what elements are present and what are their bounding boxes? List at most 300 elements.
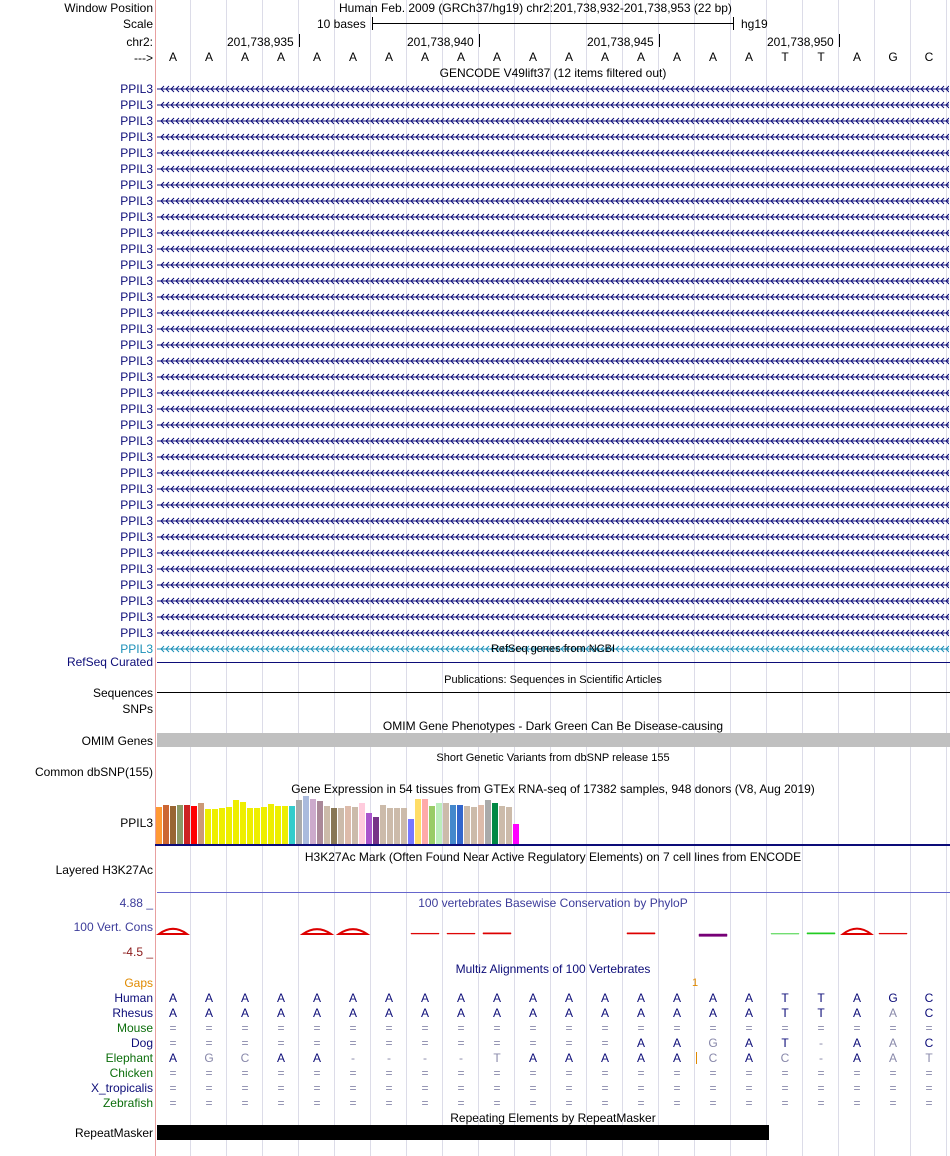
base-grid-line	[262, 0, 263, 1156]
gtex-tissue-bar[interactable]	[464, 806, 470, 844]
refseq-line[interactable]	[157, 662, 950, 663]
multiz-aligned-base: =	[781, 1066, 789, 1080]
position-tick-2: 201,738,940	[407, 35, 474, 49]
gencode-transcript-label[interactable]: PPIL3	[120, 354, 153, 368]
multiz-aligned-base: =	[313, 1081, 321, 1095]
multiz-aligned-base: -	[459, 1051, 463, 1065]
base-grid-line	[550, 0, 551, 1156]
multiz-aligned-base: =	[673, 1081, 681, 1095]
multiz-aligned-base: =	[529, 1021, 537, 1035]
publications-track-title[interactable]: Publications: Sequences in Scientific Articles	[444, 674, 662, 686]
multiz-species-label[interactable]: Dog	[130, 1036, 153, 1050]
multiz-aligned-base: A	[168, 1051, 177, 1065]
gtex-tissue-bar[interactable]	[513, 824, 519, 844]
position-tick-1: 201,738,935	[227, 35, 294, 49]
gencode-transcript-label[interactable]: PPIL3	[120, 98, 153, 112]
gtex-tissue-bar[interactable]	[345, 806, 351, 844]
multiz-aligned-base: A	[276, 991, 285, 1005]
gencode-transcript-label[interactable]: PPIL3	[120, 386, 153, 400]
multiz-aligned-base: =	[169, 1081, 177, 1095]
multiz-aligned-base: =	[673, 1066, 681, 1080]
position-tick-mark	[299, 34, 300, 47]
multiz-species-label[interactable]: Elephant	[105, 1051, 153, 1065]
gencode-transcript-label[interactable]: PPIL3	[120, 498, 153, 512]
phylop-max-label: 4.88 _	[119, 896, 153, 910]
gtex-tissue-bar[interactable]	[492, 803, 498, 844]
gtex-tissue-bar[interactable]	[401, 808, 407, 844]
multiz-aligned-base: =	[385, 1066, 393, 1080]
reference-base: A	[492, 50, 501, 64]
multiz-aligned-base: =	[745, 1081, 753, 1095]
gencode-transcript-label[interactable]: PPIL3	[120, 418, 153, 432]
gtex-track-title[interactable]: Gene Expression in 54 tissues from GTEx RNA-seq of 17382 samples, 948 donors (V8, Aug 2019)	[291, 782, 815, 796]
gencode-transcript-label[interactable]: PPIL3	[120, 178, 153, 192]
multiz-track-title[interactable]: Multiz Alignments of 100 Vertebrates	[455, 962, 651, 976]
scale-bar	[372, 23, 733, 24]
gtex-tissue-bar[interactable]	[478, 805, 484, 844]
multiz-aligned-base: A	[528, 991, 537, 1005]
gtex-tissue-bar[interactable]	[240, 802, 246, 844]
gencode-transcript-intron[interactable]	[157, 549, 949, 557]
gencode-transcript-label[interactable]: PPIL3	[120, 210, 153, 224]
gencode-transcript-intron[interactable]	[157, 229, 949, 237]
gencode-transcript-intron[interactable]	[157, 453, 949, 461]
base-grid-line	[622, 0, 623, 1156]
gtex-tissue-bar[interactable]	[429, 806, 435, 844]
multiz-aligned-base: =	[853, 1021, 861, 1035]
gencode-transcript-intron[interactable]	[157, 597, 949, 605]
gtex-tissue-bar[interactable]	[380, 805, 386, 844]
multiz-aligned-base: =	[565, 1096, 573, 1110]
gencode-transcript-label[interactable]: PPIL3	[120, 594, 153, 608]
base-grid-line	[370, 0, 371, 1156]
base-grid-line	[802, 0, 803, 1156]
h3k27ac-track-label[interactable]: Layered H3K27Ac	[55, 863, 153, 877]
multiz-aligned-base: T	[817, 1006, 825, 1020]
phylop-score-mark	[339, 929, 367, 934]
reference-base: A	[600, 50, 609, 64]
gencode-transcript-label[interactable]: PPIL3	[120, 514, 153, 528]
publications-line[interactable]	[157, 692, 950, 693]
multiz-aligned-base: =	[277, 1096, 285, 1110]
gencode-transcript-intron[interactable]	[157, 101, 949, 109]
gaps-label: Gaps	[124, 976, 153, 990]
h3k27ac-track-title[interactable]: H3K27Ac Mark (Often Found Near Active Regulatory Elements) on 7 cell lines from ENCODE	[304, 850, 802, 864]
multiz-aligned-base: =	[889, 1021, 897, 1035]
gencode-transcript-label[interactable]: PPIL3	[120, 450, 153, 464]
gencode-transcript-intron[interactable]	[157, 341, 949, 349]
gencode-transcript-label[interactable]: PPIL3	[120, 274, 153, 288]
phylop-track-label[interactable]: 100 Vert. Cons	[73, 920, 153, 934]
gencode-transcript-label[interactable]: PPIL3	[120, 226, 153, 240]
gencode-transcript-label[interactable]: PPIL3	[120, 82, 153, 96]
gencode-transcript-label[interactable]: PPIL3	[120, 162, 153, 176]
refseq-track-label[interactable]: RefSeq Curated	[66, 655, 153, 669]
multiz-aligned-base: =	[277, 1036, 285, 1050]
gencode-transcript-intron[interactable]	[157, 309, 949, 317]
gtex-tissue-bar[interactable]	[303, 796, 309, 844]
gencode-transcript-intron[interactable]	[157, 405, 949, 413]
multiz-aligned-base: A	[636, 991, 645, 1005]
gencode-transcript-label[interactable]: PPIL3	[120, 482, 153, 496]
multiz-aligned-base: =	[529, 1036, 537, 1050]
multiz-aligned-base: =	[493, 1036, 501, 1050]
gtex-tissue-bar[interactable]	[415, 799, 421, 844]
reference-base: A	[276, 50, 285, 64]
gtex-tissue-bar[interactable]	[457, 805, 463, 844]
multiz-aligned-base: =	[529, 1081, 537, 1095]
multiz-aligned-base: =	[745, 1021, 753, 1035]
gencode-transcript-label[interactable]: PPIL3	[120, 466, 153, 480]
gtex-tissue-bar[interactable]	[254, 808, 260, 844]
multiz-aligned-base: A	[852, 1051, 861, 1065]
scale-bar-left-tick	[372, 17, 373, 30]
gencode-transcript-label[interactable]: PPIL3	[120, 562, 153, 576]
gtex-tissue-bar[interactable]	[471, 807, 477, 844]
multiz-aligned-base: C	[924, 991, 934, 1005]
multiz-aligned-base: =	[385, 1096, 393, 1110]
multiz-aligned-base: T	[817, 991, 825, 1005]
phylop-score-mark	[627, 933, 655, 934]
multiz-aligned-base: =	[241, 1096, 249, 1110]
gencode-transcript-label[interactable]: PPIL3	[120, 194, 153, 208]
dbsnp-track-title[interactable]: Short Genetic Variants from dbSNP release 155	[436, 752, 670, 764]
gencode-transcript-label[interactable]: PPIL3	[120, 530, 153, 544]
reference-base: A	[348, 50, 357, 64]
multiz-aligned-base: =	[781, 1096, 789, 1110]
gtex-tissue-bar[interactable]	[247, 808, 253, 844]
gtex-tissue-bar[interactable]	[261, 807, 267, 844]
gencode-transcript-intron[interactable]	[157, 437, 949, 445]
reference-base: T	[817, 50, 825, 64]
multiz-aligned-base: =	[745, 1066, 753, 1080]
multiz-aligned-base: A	[384, 991, 393, 1005]
gencode-transcript-intron[interactable]	[157, 565, 949, 573]
repeatmasker-track-title[interactable]: Repeating Elements by RepeatMasker	[450, 1111, 656, 1125]
gtex-tissue-bar[interactable]	[177, 805, 183, 844]
multiz-aligned-base: A	[744, 991, 753, 1005]
multiz-aligned-base: A	[744, 1036, 753, 1050]
multiz-aligned-base: =	[313, 1021, 321, 1035]
gencode-transcript-intron[interactable]	[157, 485, 949, 493]
scale-text: 10 bases	[317, 17, 366, 31]
omim-track-title[interactable]: OMIM Gene Phenotypes - Dark Green Can Be Disease-causing	[382, 719, 724, 733]
multiz-aligned-base: =	[673, 1096, 681, 1110]
reference-base: T	[781, 50, 789, 64]
gtex-tissue-bar[interactable]	[317, 801, 323, 844]
gtex-tissue-bar[interactable]	[359, 803, 365, 844]
multiz-aligned-base: =	[421, 1096, 429, 1110]
gencode-transcript-label[interactable]: PPIL3	[120, 626, 153, 640]
multiz-aligned-base: A	[672, 1006, 681, 1020]
gencode-transcript-intron[interactable]	[157, 517, 949, 525]
gtex-tissue-bar[interactable]	[296, 800, 302, 844]
omim-feature-bar[interactable]	[157, 733, 950, 747]
gtex-tissue-bar[interactable]	[499, 806, 505, 844]
base-grid-line	[658, 0, 659, 1156]
multiz-species-label[interactable]: Mouse	[116, 1021, 153, 1035]
position-tick-mark	[479, 34, 480, 47]
gencode-transcript-label[interactable]: PPIL3	[120, 370, 153, 384]
gencode-transcript-intron[interactable]	[157, 197, 949, 205]
multiz-aligned-base: A	[636, 1036, 645, 1050]
reference-base: G	[888, 50, 898, 64]
gencode-transcript-intron[interactable]	[157, 293, 949, 301]
repeatmasker-element-bar[interactable]	[157, 1125, 769, 1140]
reference-sequence	[155, 50, 950, 64]
multiz-aligned-base: =	[493, 1066, 501, 1080]
multiz-species-label[interactable]: X_tropicalis	[90, 1081, 153, 1095]
multiz-aligned-base: A	[852, 1006, 861, 1020]
reference-base: A	[168, 50, 177, 64]
multiz-aligned-base: =	[277, 1066, 285, 1080]
gencode-transcript-intron[interactable]	[157, 133, 949, 141]
gencode-transcript-label[interactable]: PPIL3	[120, 338, 153, 352]
multiz-species-label[interactable]: Chicken	[109, 1066, 153, 1080]
gtex-tissue-bar[interactable]	[212, 809, 218, 844]
scale-bar-right-tick	[733, 17, 734, 30]
gtex-tissue-bar[interactable]	[506, 807, 512, 844]
multiz-aligned-base: =	[637, 1096, 645, 1110]
multiz-aligned-base: =	[241, 1021, 249, 1035]
reference-base: A	[204, 50, 213, 64]
multiz-aligned-base: A	[852, 991, 861, 1005]
gencode-transcript-label[interactable]: PPIL3	[120, 546, 153, 560]
multiz-aligned-base: =	[277, 1021, 285, 1035]
gencode-transcript-intron[interactable]	[157, 181, 949, 189]
multiz-species-label[interactable]: Human	[114, 991, 153, 1005]
gtex-track-label[interactable]: PPIL3	[120, 816, 153, 830]
base-grid-line	[586, 0, 587, 1156]
multiz-aligned-base: =	[853, 1066, 861, 1080]
multiz-aligned-base: A	[240, 1006, 249, 1020]
gencode-transcript-intron[interactable]	[157, 165, 949, 173]
multiz-species-label[interactable]: Zebrafish	[102, 1096, 153, 1110]
gtex-tissue-bar[interactable]	[394, 808, 400, 844]
gtex-tissue-bar[interactable]	[443, 803, 449, 844]
multiz-aligned-base: =	[817, 1096, 825, 1110]
base-grid-line	[226, 0, 227, 1156]
gencode-transcript-intron[interactable]	[157, 469, 949, 477]
gencode-transcript-label[interactable]: PPIL3	[120, 610, 153, 624]
gencode-transcript-intron[interactable]	[157, 581, 949, 589]
multiz-aligned-base: =	[277, 1081, 285, 1095]
multiz-aligned-base: A	[168, 991, 177, 1005]
scale-label: Scale	[122, 17, 153, 31]
gencode-transcript-label[interactable]: PPIL3	[120, 322, 153, 336]
repeatmasker-track-label[interactable]: RepeatMasker	[74, 1126, 153, 1140]
gencode-transcript-intron[interactable]	[157, 245, 949, 253]
multiz-aligned-base: =	[205, 1021, 213, 1035]
gencode-transcript-intron[interactable]	[157, 213, 949, 221]
gtex-tissue-bar[interactable]	[170, 806, 176, 844]
multiz-aligned-base: G	[708, 1036, 718, 1050]
gtex-tissue-bar[interactable]	[352, 807, 358, 844]
base-grid-line	[838, 0, 839, 1156]
scale-db: hg19	[741, 17, 768, 31]
left-margin-line	[155, 0, 156, 1156]
multiz-aligned-base: A	[744, 1006, 753, 1020]
chr-label: chr2:	[126, 35, 153, 49]
multiz-aligned-base: T	[493, 1051, 501, 1065]
base-grid-line	[298, 0, 299, 1156]
gtex-tissue-bar[interactable]	[450, 805, 456, 844]
gtex-tissue-bar[interactable]	[387, 808, 393, 844]
omim-track-label[interactable]: OMIM Genes	[81, 734, 153, 748]
multiz-aligned-base: =	[529, 1096, 537, 1110]
gtex-tissue-bar[interactable]	[289, 806, 295, 844]
multiz-aligned-base: =	[421, 1036, 429, 1050]
multiz-aligned-base: -	[819, 1051, 823, 1065]
gencode-transcript-intron[interactable]	[157, 373, 949, 381]
gencode-transcript-label[interactable]: PPIL3	[120, 114, 153, 128]
multiz-aligned-base: A	[600, 1006, 609, 1020]
gencode-transcript-intron[interactable]	[157, 117, 949, 125]
gencode-transcript-label[interactable]: PPIL3	[120, 642, 153, 656]
base-grid-line	[514, 0, 515, 1156]
gencode-transcript-label[interactable]: PPIL3	[120, 242, 153, 256]
gencode-transcript-label[interactable]: PPIL3	[120, 258, 153, 272]
gencode-transcript-label[interactable]: PPIL3	[120, 402, 153, 416]
multiz-species-label[interactable]: Rhesus	[112, 1006, 153, 1020]
gencode-transcript-label[interactable]: PPIL3	[120, 290, 153, 304]
multiz-aligned-base: A	[636, 1051, 645, 1065]
base-grid-line	[334, 0, 335, 1156]
gtex-tissue-bar[interactable]	[219, 808, 225, 844]
gencode-transcript-intron[interactable]	[157, 261, 949, 269]
multiz-aligned-base: A	[384, 1006, 393, 1020]
gtex-tissue-bar[interactable]	[226, 807, 232, 844]
position-tick-mark	[659, 34, 660, 47]
gencode-transcript-intron[interactable]	[157, 501, 949, 509]
multiz-aligned-base: A	[312, 991, 321, 1005]
gencode-track-title[interactable]: GENCODE V49lift37 (12 items filtered out)	[439, 66, 667, 80]
multiz-aligned-base: A	[240, 991, 249, 1005]
multiz-aligned-base: A	[672, 991, 681, 1005]
gencode-transcript-label[interactable]: PPIL3	[120, 578, 153, 592]
gtex-tissue-bar[interactable]	[205, 809, 211, 844]
gencode-transcript-label[interactable]: PPIL3	[120, 434, 153, 448]
multiz-aligned-base: =	[349, 1096, 357, 1110]
gtex-tissue-bar[interactable]	[408, 819, 414, 844]
multiz-aligned-base: =	[457, 1036, 465, 1050]
gap-marker: 1	[692, 977, 699, 989]
gtex-tissue-bar[interactable]	[331, 808, 337, 844]
multiz-aligned-base: A	[708, 1006, 717, 1020]
gencode-transcript-intron[interactable]	[157, 325, 949, 333]
gtex-tissue-bar[interactable]	[338, 808, 344, 844]
multiz-aligned-base: =	[889, 1096, 897, 1110]
gencode-transcript-label[interactable]: PPIL3	[120, 306, 153, 320]
reference-base: A	[240, 50, 249, 64]
base-grid-line	[442, 0, 443, 1156]
multiz-aligned-base: C	[924, 1006, 934, 1020]
multiz-aligned-base: =	[889, 1066, 897, 1080]
gtex-tissue-bar[interactable]	[198, 803, 204, 844]
gencode-transcript-intron[interactable]	[157, 277, 949, 285]
multiz-aligned-base: =	[601, 1096, 609, 1110]
gencode-transcript-label[interactable]: PPIL3	[120, 130, 153, 144]
reference-base: C	[924, 50, 934, 64]
reference-base: A	[744, 50, 753, 64]
multiz-aligned-base: =	[385, 1021, 393, 1035]
multiz-aligned-base: =	[349, 1081, 357, 1095]
gencode-transcript-intron[interactable]	[157, 613, 949, 621]
multiz-aligned-base: A	[888, 1006, 897, 1020]
gtex-tissue-bar[interactable]	[324, 806, 330, 844]
multiz-aligned-base: =	[313, 1036, 321, 1050]
multiz-aligned-base: =	[205, 1036, 213, 1050]
gtex-tissue-bar[interactable]	[373, 817, 379, 844]
gtex-tissue-bar[interactable]	[282, 806, 288, 844]
gencode-transcript-intron[interactable]	[157, 421, 949, 429]
multiz-aligned-base: =	[637, 1081, 645, 1095]
reference-base: A	[528, 50, 537, 64]
multiz-aligned-base: A	[492, 991, 501, 1005]
gtex-tissue-bar[interactable]	[156, 807, 162, 844]
multiz-aligned-base: A	[168, 1006, 177, 1020]
multiz-aligned-base: =	[745, 1096, 753, 1110]
phylop-min-label: -4.5 _	[122, 945, 153, 959]
multiz-aligned-base: =	[241, 1081, 249, 1095]
multiz-aligned-base: =	[169, 1021, 177, 1035]
gtex-tissue-bar[interactable]	[366, 813, 372, 844]
multiz-aligned-base: A	[564, 1051, 573, 1065]
gtex-tissue-bar[interactable]	[485, 800, 491, 844]
gencode-transcript-intron[interactable]	[157, 629, 949, 637]
gtex-tissue-bar[interactable]	[436, 803, 442, 844]
assembly-info: Human Feb. 2009 (GRCh37/hg19) chr2:201,738,932-201,738,953 (22 bp)	[339, 1, 732, 15]
phylop-conservation-plot[interactable]	[155, 912, 950, 954]
gtex-expression-chart[interactable]	[156, 796, 540, 844]
multiz-aligned-base: =	[205, 1066, 213, 1080]
gtex-tissue-bar[interactable]	[233, 800, 239, 844]
reference-base: A	[456, 50, 465, 64]
gtex-tissue-bar[interactable]	[184, 805, 190, 844]
phylop-track-title[interactable]: 100 vertebrates Basewise Conservation by PhyloP	[418, 896, 688, 910]
phylop-score-mark	[447, 933, 475, 934]
multiz-aligned-base: =	[781, 1081, 789, 1095]
gtex-tissue-bar[interactable]	[191, 806, 197, 844]
multiz-aligned-base: =	[781, 1021, 789, 1035]
window-position-label: Window Position	[64, 1, 153, 15]
multiz-aligned-base: A	[528, 1006, 537, 1020]
multiz-aligned-base: =	[385, 1036, 393, 1050]
gtex-tissue-bar[interactable]	[310, 799, 316, 844]
reference-base: A	[564, 50, 573, 64]
multiz-aligned-base: =	[349, 1036, 357, 1050]
gencode-transcript-intron[interactable]	[157, 357, 949, 365]
refseq-track-title[interactable]: RefSeq genes from NCBI	[490, 643, 616, 655]
gtex-tissue-bar[interactable]	[163, 805, 169, 844]
multiz-aligned-base: A	[564, 1006, 573, 1020]
gencode-transcript-intron[interactable]	[157, 85, 949, 93]
publications-track-label[interactable]: Sequences	[92, 686, 153, 700]
base-grid-line	[190, 0, 191, 1156]
dbsnp-track-label[interactable]: Common dbSNP(155)	[34, 765, 153, 779]
snps-track-label[interactable]: SNPs	[122, 702, 153, 716]
multiz-aligned-base: -	[819, 1036, 823, 1050]
multiz-aligned-base: =	[709, 1096, 717, 1110]
gencode-transcript-intron[interactable]	[157, 389, 949, 397]
gencode-transcript-intron[interactable]	[157, 533, 949, 541]
gencode-transcript-intron[interactable]	[157, 149, 949, 157]
gtex-tissue-bar[interactable]	[268, 804, 274, 844]
gtex-tissue-bar[interactable]	[422, 799, 428, 844]
gtex-tissue-bar[interactable]	[275, 806, 281, 844]
gencode-transcript-label[interactable]: PPIL3	[120, 146, 153, 160]
position-tick-mark	[839, 34, 840, 47]
